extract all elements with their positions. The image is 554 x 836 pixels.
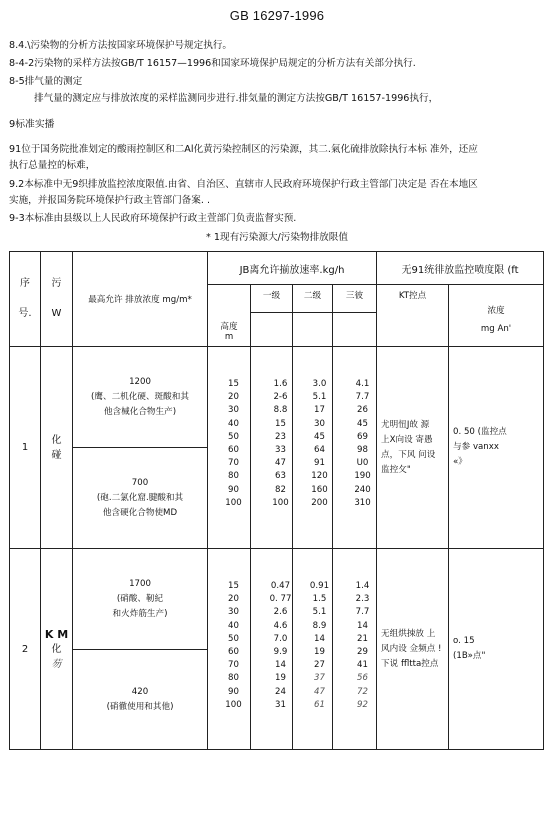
row1-seq: 1 [10, 347, 41, 549]
row1-sub2-desc-line2: 他含硬化合物使MD [102, 507, 178, 518]
row1-heights-item: 60 [228, 445, 239, 456]
row2-grade1-values-item: 4.6 [273, 620, 288, 631]
row1-grade2-values-item: 5.1 [312, 392, 327, 403]
row2-heights-item: 90 [228, 686, 239, 697]
row2-grade2-values-item: 27 [314, 660, 325, 671]
row2-grade3-values-item: 29 [357, 647, 368, 658]
row1-heights-item: 70 [228, 458, 239, 469]
header-grade-2-spacer [293, 313, 333, 347]
row1-grade3-values-item: 310 [354, 497, 371, 508]
row1-monitor-point [377, 347, 449, 549]
table-row [10, 549, 544, 650]
row1-grade3-values-item: U0 [356, 458, 369, 469]
row2-grade1-values-item: 0.47 [270, 581, 291, 591]
row1-sub1-concentration [73, 347, 208, 448]
row2-heights-item: 20 [228, 594, 239, 605]
header-seq-top: 序 [20, 278, 30, 289]
row2-name-line2: 化 [51, 643, 62, 655]
row1-grade2-values-item: 45 [314, 431, 325, 442]
row2-grade2-values-item: 0.91 [309, 581, 330, 591]
paragraph-9-2-line2: 实施，并报国务院环境保护行政主管部门备案. . [9, 195, 211, 206]
header-grade-1-spacer [251, 313, 293, 347]
row1-grade1-values-item: 2-6 [273, 392, 288, 403]
row2-sub2-concentration [73, 650, 208, 750]
row1-grade3-values-item: 7.7 [355, 392, 370, 403]
row2-grade3-values-item: 56 [357, 673, 368, 684]
row1-name-line1: 化 [51, 434, 62, 446]
row1-grade2-values-item: 91 [314, 458, 325, 469]
row1-monitor-concentration-item: 0. 50 (监控点 [453, 427, 507, 437]
row2-heights-item: 100 [225, 699, 242, 710]
header-grade-2: 二级 [293, 285, 333, 313]
row2-sub1-concentration [73, 549, 208, 650]
table-header-row-1 [10, 252, 544, 285]
row1-monitor-concentration [449, 347, 544, 549]
header-height-unit: m [224, 332, 234, 342]
row2-grade3-values-item: 72 [357, 686, 368, 697]
row1-sub2-concentration [73, 448, 208, 549]
header-concentration-unit: mg An' [480, 323, 512, 334]
row1-grade1-values-item: 1.6 [273, 379, 288, 389]
row1-monitor-concentration-item: 与参 vanxx [453, 442, 499, 452]
row1-heights-item: 90 [228, 484, 239, 495]
row1-name-line2: 碰 [51, 449, 62, 461]
row1-sub1-desc-line2: 他含械化合物生产) [103, 406, 177, 417]
row2-monitor-concentration [449, 549, 544, 750]
row1-grade3-values-item: 69 [357, 431, 368, 442]
header-height-label: 高度 [220, 322, 238, 332]
row1-sub1-conc-value: 1200 [129, 376, 151, 387]
row2-grade1-values-item: 19 [275, 673, 286, 684]
row1-grade1-values-item: 23 [275, 431, 286, 442]
row2-heights [208, 549, 251, 750]
row2-grade3-values [333, 549, 377, 750]
row2-grade2-values-item: 5.1 [312, 607, 327, 618]
row1-grade3-values-item: 190 [354, 471, 371, 482]
row2-grade1-values-item: 24 [275, 686, 286, 697]
row2-grade3-values-item: 2.3 [355, 594, 370, 605]
row2-grade2-values-item: 8.9 [312, 620, 327, 631]
row1-grade2-values-item: 3.0 [312, 379, 327, 389]
header-monitor-point: KT控点 [377, 285, 449, 347]
header-max-concentration: 最高允许 排放浓度 mg/m* [73, 252, 208, 347]
row2-monitor-concentration-item: o. 15 [453, 636, 475, 646]
row2-heights-item: 60 [228, 647, 239, 658]
row2-grade3-values-item: 92 [357, 699, 368, 710]
row2-heights-item: 70 [228, 660, 239, 671]
row2-name-line1: K M [44, 627, 69, 641]
row1-heights-item: 40 [228, 418, 239, 429]
paragraph-9-3: 9-3本标准由县级以上人民政府环境保护行政主萱部门负责监督实预. [9, 213, 297, 224]
row1-grade1-values-item: 82 [275, 484, 286, 495]
row1-grade3-values-item: 4.1 [355, 379, 370, 389]
row2-heights-item: 50 [228, 633, 239, 644]
paragraph-8-4-1: 8.4.\污染物的分析方法按国家环境保护号规定执行。 [9, 40, 233, 51]
header-pollutant [41, 252, 73, 347]
row2-sub1-desc-line2: 和火炸筋生产) [112, 608, 168, 619]
row1-heights-item: 100 [225, 497, 242, 508]
row2-grade1-values-item: 9.9 [273, 647, 288, 658]
header-grade-1: 一级 [251, 285, 293, 313]
row1-sub2-desc-line1: (砲.二氯化窟.腱酸和其 [96, 492, 184, 503]
row2-monitor-point-item: 下说 fflttа控点 [381, 658, 439, 669]
row2-grade1-values [251, 549, 293, 750]
row1-grade1-values [251, 347, 293, 549]
row2-grade2-values [293, 549, 333, 750]
row2-heights-item: 40 [228, 620, 239, 631]
row2-grade3-values-item: 14 [357, 620, 368, 631]
table-row [10, 347, 544, 448]
row2-grade1-values-item: 14 [275, 660, 286, 671]
row2-monitor-point-item: 无组烘拺放 上 [381, 628, 436, 639]
paragraph-8-4-2: 8-4-2污染物的采样方法按GB/T 16157—1996和国家环境保护局规定的分析方法有关部分执行. [9, 58, 416, 69]
paragraph-8-5-body: 排气量的测定应与排放浓度的采样监测同步进行.排気量的测定方法按GB/T 16157-1996执行， [34, 93, 439, 104]
row1-monitor-concentration-item: «》 [453, 457, 467, 467]
row2-pollutant-name [41, 549, 73, 750]
row1-heights-item: 30 [228, 405, 239, 416]
row1-heights-item: 20 [228, 392, 239, 403]
row1-grade2-values-item: 30 [314, 418, 325, 429]
row2-grade3-values-item: 1.4 [355, 581, 370, 591]
row2-grade3-values-item: 21 [357, 633, 368, 644]
row1-heights-item: 15 [228, 379, 239, 389]
row1-grade3-values-item: 240 [354, 484, 371, 495]
row1-grade1-values-item: 47 [275, 458, 286, 469]
paragraph-9-2-line1: 9.2本标准中无9织排放监控浓度限值.由省、自治区、直辖市人民政府环境保护行政主管部门决定是 否在本地区 [9, 179, 478, 190]
row2-grade1-values-item: 0. 77 [269, 594, 292, 605]
header-pollutant-bottom: W [51, 308, 62, 319]
header-seq [10, 252, 41, 347]
paragraph-9-1-line1: 91位于国务院批准划定的酸雨控制区和二Al化黄污染控制区的污染源，其二.氣化硫排放除执行本标 准外，还应 [9, 144, 478, 155]
header-concentration [449, 285, 544, 347]
row1-grade1-values-item: 63 [275, 471, 286, 482]
header-rate-group: JB离允许揃放速率.kg/h [208, 252, 377, 285]
row2-grade2-values-item: 37 [314, 673, 325, 684]
header-grade-3: 三彼 [333, 285, 377, 313]
row1-grade1-values-item: 100 [272, 497, 289, 508]
row2-grade2-values-item: 47 [314, 686, 325, 697]
row2-grade3-values-item: 7.7 [355, 607, 370, 618]
row1-grade3-values-item: 26 [357, 405, 368, 416]
row1-grade2-values-item: 17 [314, 405, 325, 416]
row1-grade3-values [333, 347, 377, 549]
row2-monitor-point [377, 549, 449, 750]
row2-name-line3: 芴 [51, 658, 62, 670]
row1-grade1-values-item: 15 [275, 418, 286, 429]
row1-monitor-point-item: 监控攵" [381, 464, 411, 475]
row1-grade3-values-item: 98 [357, 445, 368, 456]
row2-sub2-conc-value: 420 [131, 686, 149, 697]
section-9-title: 9标准实播 [9, 119, 55, 130]
row2-grade1-values-item: 2.6 [273, 607, 288, 618]
header-concentration-label: 浓度 [487, 305, 505, 316]
row2-seq: 2 [10, 549, 41, 750]
row1-monitor-point-item: 尤明忸J敀 源 [381, 419, 430, 430]
row1-sub1-desc-line1: (鹰、二机化硬、斑酸和其 [91, 391, 189, 402]
header-seq-bottom: 号. [18, 308, 32, 319]
header-fugitive-group: 无91统徘放监控喷度限 (ft [377, 252, 544, 285]
standard-number: GB 16297-1996 [229, 8, 325, 23]
row2-heights-item: 80 [228, 673, 239, 684]
emission-limits-table [9, 251, 544, 750]
row1-sub2-conc-value: 700 [131, 477, 149, 488]
row2-heights-item: 30 [228, 607, 239, 618]
row2-grade1-values-item: 31 [275, 699, 286, 710]
row1-grade2-values [293, 347, 333, 549]
row1-grade2-values-item: 160 [311, 484, 328, 495]
row2-grade2-values-item: 61 [314, 699, 325, 710]
paragraph-9-1-line2: 执行总量控的标难， [9, 160, 96, 171]
header-pollutant-top: 污 [51, 278, 62, 289]
row1-grade2-values-item: 64 [314, 445, 325, 456]
row1-heights-item: 80 [228, 471, 239, 482]
table-caption: * 1现有污染源大/污染物排放限值 [206, 232, 348, 243]
row2-sub2-desc-line1: (硝徹使用和其他) [106, 701, 174, 712]
row1-grade2-values-item: 120 [311, 471, 328, 482]
row1-monitor-point-item: 点，下风 问设 [381, 449, 436, 460]
row1-grade2-values-item: 200 [311, 497, 328, 508]
row2-monitor-concentration-item: (1B»点" [453, 651, 486, 661]
row2-heights-item: 15 [228, 581, 239, 591]
row2-grade2-values-item: 1.5 [312, 594, 327, 605]
row2-grade1-values-item: 7.0 [273, 633, 288, 644]
row2-grade2-values-item: 14 [314, 633, 325, 644]
row2-grade3-values-item: 41 [357, 660, 368, 671]
row1-monitor-point-item: 上X向设 寄愚 [381, 434, 433, 445]
row2-monitor-point-item: 风内设 佥频点 ! [381, 643, 442, 654]
row1-grade1-values-item: 33 [275, 445, 286, 456]
row1-grade1-values-item: 8.8 [273, 405, 288, 416]
row2-sub1-desc-line1: (硝酸、靭紀 [116, 593, 164, 604]
row1-heights-item: 50 [228, 431, 239, 442]
row2-grade2-values-item: 19 [314, 647, 325, 658]
header-height [208, 285, 251, 347]
row1-grade3-values-item: 45 [357, 418, 368, 429]
row2-sub1-conc-value: 1700 [129, 578, 151, 589]
paragraph-8-5-title: 8-5排气量的测定 [9, 76, 83, 87]
header-grade-3-spacer [333, 313, 377, 347]
row1-pollutant-name [41, 347, 73, 549]
row1-heights [208, 347, 251, 549]
